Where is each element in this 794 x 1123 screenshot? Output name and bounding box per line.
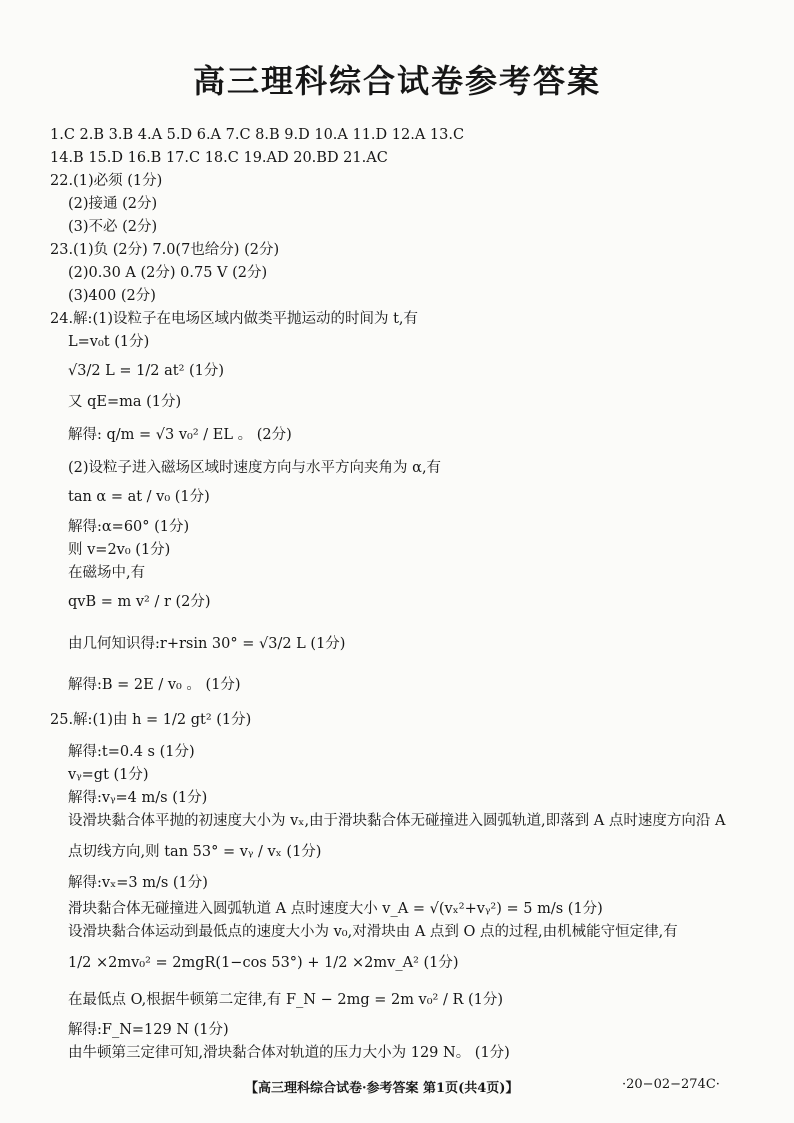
q25-intro: 25.解:(1)由 h = 1/2 gt² (1分) — [50, 712, 252, 728]
q22-part2: (2)接通 (2分) — [68, 196, 158, 212]
q24-result-angle: 解得:α=60° (1分) — [68, 519, 190, 535]
q25-energy-setup: 设滑块黏合体运动到最低点的速度大小为 v₀,对滑块由 A 点到 O 点的过程,由机械能守恒定律,有 — [68, 924, 678, 940]
footer-code: ·20−02−274C· — [622, 1077, 720, 1092]
q25-result-vy: 解得:vᵧ=4 m/s (1分) — [68, 790, 208, 806]
q24-eq-vertical: √3/2 L = 1/2 at² (1分) — [68, 363, 225, 379]
q24-eq-geometry: 由几何知识得:r+rsin 30° = √3/2 L (1分) — [68, 636, 346, 652]
q24-intro: 24.解:(1)设粒子在电场区域内做类平抛运动的时间为 t,有 — [50, 311, 419, 327]
q25-result-fn: 解得:F_N=129 N (1分) — [68, 1022, 229, 1038]
q24-result-b: 解得:B = 2E / v₀ 。 (1分) — [68, 677, 241, 693]
q23-part1: 23.(1)负 (2分) 7.0(7也给分) (2分) — [50, 242, 280, 258]
q25-eq-vy: vᵧ=gt (1分) — [68, 767, 149, 783]
mc-answers-row-2: 14.B 15.D 16.B 17.C 18.C 19.AD 20.BD 21.AC — [50, 150, 388, 166]
q24-eq-displacement: L=v₀t (1分) — [68, 334, 150, 350]
q25-setup-vx: 设滑块黏合体平抛的初速度大小为 vₓ,由于滑块黏合体无碰撞进入圆弧轨道,即落到 A 点时速度方向沿 A — [68, 813, 726, 829]
q23-part3: (3)400 (2分) — [68, 288, 156, 304]
q25-eq-tan53: 点切线方向,则 tan 53° = vᵧ / vₓ (1分) — [68, 844, 322, 860]
q25-result-time: 解得:t=0.4 s (1分) — [68, 744, 195, 760]
q25-result-vx: 解得:vₓ=3 m/s (1分) — [68, 875, 208, 891]
q25-speed-at-a: 滑块黏合体无碰撞进入圆弧轨道 A 点时速度大小 v_A = √(vₓ²+vᵧ²) = 5 m/s (1分) — [68, 901, 603, 917]
footer-label: 【高三理科综合试卷·参考答案 第1页(共4页)】 — [245, 1081, 519, 1096]
q24-in-field: 在磁场中,有 — [68, 565, 146, 581]
q24-eq-lorentz: qvB = m v² / r (2分) — [68, 594, 211, 610]
q25-conclusion: 由牛顿第三定律可知,滑块黏合体对轨道的压力大小为 129 N。 (1分) — [68, 1045, 510, 1061]
q22-part3: (3)不必 (2分) — [68, 219, 158, 235]
q25-eq-energy: 1/2 ×2mv₀² = 2mgR(1−cos 53°) + 1/2 ×2mv_A² (1分) — [68, 955, 459, 971]
q24-part2-intro: (2)设粒子进入磁场区域时速度方向与水平方向夹角为 α,有 — [68, 460, 442, 476]
mc-answers-row-1: 1.C 2.B 3.B 4.A 5.D 6.A 7.C 8.B 9.D 10.A 11.D 12.A 13.C — [50, 127, 465, 143]
q24-eq-force: 又 qE=ma (1分) — [68, 394, 182, 410]
q24-eq-tan: tan α = at / v₀ (1分) — [68, 489, 210, 505]
q25-eq-newton2: 在最低点 O,根据牛顿第二定律,有 F_N − 2mg = 2m v₀² / R (1分) — [68, 992, 504, 1008]
q24-velocity: 则 v=2v₀ (1分) — [68, 542, 171, 558]
page-title: 高三理科综合试卷参考答案 — [192, 62, 601, 100]
q24-result-ratio: 解得: q/m = √3 v₀² / EL 。 (2分) — [68, 427, 292, 443]
q23-part2: (2)0.30 A (2分) 0.75 V (2分) — [68, 265, 268, 281]
q22-part1: 22.(1)必须 (1分) — [50, 173, 163, 189]
